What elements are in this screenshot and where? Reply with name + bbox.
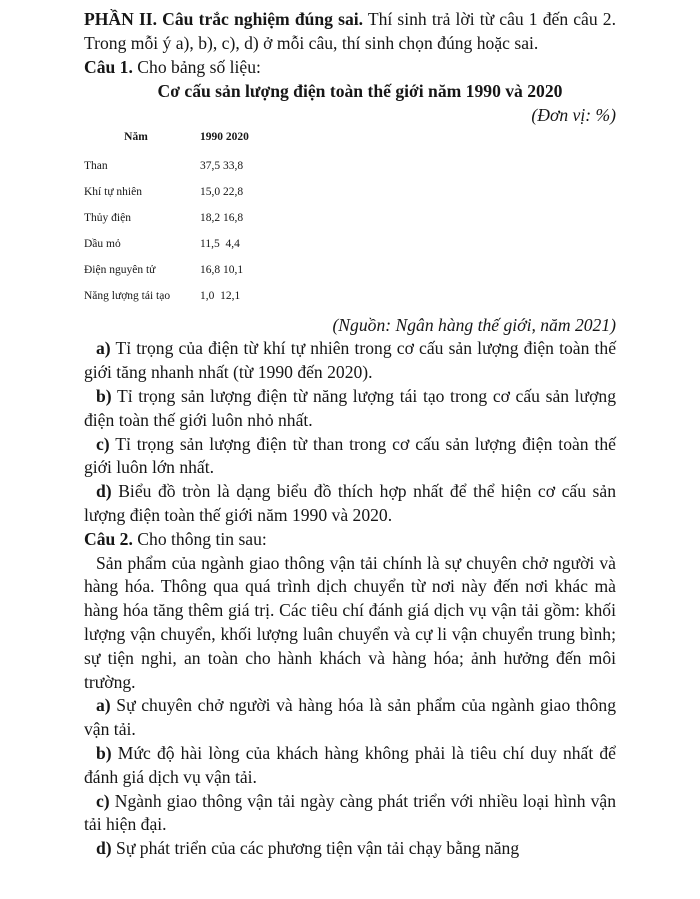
table-unit: (Đơn vị: %) [531, 105, 616, 126]
option-label: a) [96, 695, 111, 716]
table-source: (Nguồn: Ngân hàng thế giới, năm 2021) [332, 315, 616, 336]
question-2-option-a [84, 694, 616, 742]
table-header-years: 1990 2020 [200, 131, 249, 144]
table-row [84, 257, 249, 283]
table-row [84, 231, 249, 257]
option-text: Mức độ hài lòng của khách hàng không phải là tiêu chí duy nhất để đánh giá dịch vụ vận tải. [84, 742, 616, 787]
table-header-row [84, 121, 249, 153]
table-row-name: Dầu mỏ [84, 238, 121, 251]
question-2-passage: Sản phẩm của ngành giao thông vận tải chính là sự chuyên chở người và hàng hóa. Thông qua quá trình dịch chuyển từ nơi này đến nơi khác mà hàng hóa tăng thêm giá trị. Các tiêu chí đánh giá dịch vụ vận tải gồm: khối lượng vận chuyển, khối lượng luân chuyển và cự li vận chuyển trung bình; sự tiện nghi, an toàn cho hành khách và hàng hóa; ảnh hưởng đến môi trường. [84, 552, 616, 692]
option-label: c) [96, 433, 110, 454]
option-text: Sự chuyên chở người và hàng hóa là sản phẩm của ngành giao thông vận tải. [84, 695, 616, 740]
option-label: b) [96, 385, 112, 406]
table-row-values: 11,5 4,4 [200, 238, 240, 251]
table-row-name: Khí tự nhiên [84, 186, 142, 199]
option-text: Sự phát triển của các phương tiện vận tải chạy bằng năng [111, 838, 520, 859]
option-label: d) [96, 481, 112, 502]
question-1-header [84, 56, 616, 80]
question-2-option-d [84, 837, 616, 861]
table-row [84, 179, 249, 205]
option-label: d) [96, 838, 112, 859]
data-table [84, 121, 249, 309]
table-row [84, 283, 249, 309]
question-1-option-a [84, 337, 616, 385]
question-2-prompt: Cho thông tin sau: [132, 528, 267, 549]
table-row-name: Năng lượng tái tạo [84, 290, 171, 303]
question-2-option-b [84, 742, 616, 790]
table-row-values: 15,0 22,8 [200, 186, 244, 199]
table-row-values: 18,2 16,8 [200, 212, 244, 225]
option-label: a) [96, 338, 111, 359]
question-2-header [84, 528, 616, 552]
option-text: Tỉ trọng sản lượng điện từ than trong cơ cấu sản lượng điện toàn thế giới luôn lớn nhất. [84, 433, 616, 478]
table-row-values: 37,5 33,8 [200, 160, 244, 173]
option-text: Tỉ trọng sản lượng điện từ năng lượng tái tạo trong cơ cấu sản lượng điện toàn thế giới luôn nhỏ nhất. [84, 385, 616, 430]
option-text: Tỉ trọng của điện từ khí tự nhiên trong cơ cấu sản lượng điện toàn thế giới tăng nhanh nhất (từ 1990 đến 2020). [84, 338, 616, 383]
table-row [84, 205, 249, 231]
option-label: c) [96, 790, 110, 811]
part-heading: PHẦN II. Câu trắc nghiệm đúng sai. [84, 9, 364, 29]
table-row [84, 153, 249, 179]
question-2-label: Câu 2. [84, 528, 133, 549]
table-row-name: Than [84, 160, 108, 173]
part-instruction: Thí sinh trả lời từ câu 1 đến câu 2. Trong mỗi ý a), b), c), d) ở mỗi câu, thí sinh chọn đúng hoặc sai. [84, 9, 616, 53]
table-title: Cơ cấu sản lượng điện toàn thế giới năm 1990 và 2020 [157, 81, 563, 102]
question-2-option-c [84, 790, 616, 838]
table-row-values: 1,0 12,1 [200, 290, 241, 303]
question-1-option-d [84, 480, 616, 528]
option-text: Biểu đồ tròn là dạng biểu đồ thích hợp nhất để thể hiện cơ cấu sản lượng điện toàn thế giới năm 1990 và 2020. [84, 481, 616, 525]
question-1-option-b [84, 385, 616, 433]
table-row-name: Điện nguyên tử [84, 264, 156, 277]
question-1-prompt: Cho bảng số liệu: [132, 56, 261, 77]
option-text: Ngành giao thông vận tải ngày càng phát triển với nhiều loại hình vận tải hiện đại. [84, 790, 616, 835]
question-1-option-c [84, 433, 616, 481]
table-row-name: Thủy điện [84, 212, 131, 225]
table-row-values: 16,8 10,1 [200, 264, 244, 277]
question-1-label: Câu 1. [84, 56, 133, 77]
table-header-name: Năm [124, 131, 148, 144]
part-intro [84, 8, 616, 56]
option-label: b) [96, 742, 112, 763]
